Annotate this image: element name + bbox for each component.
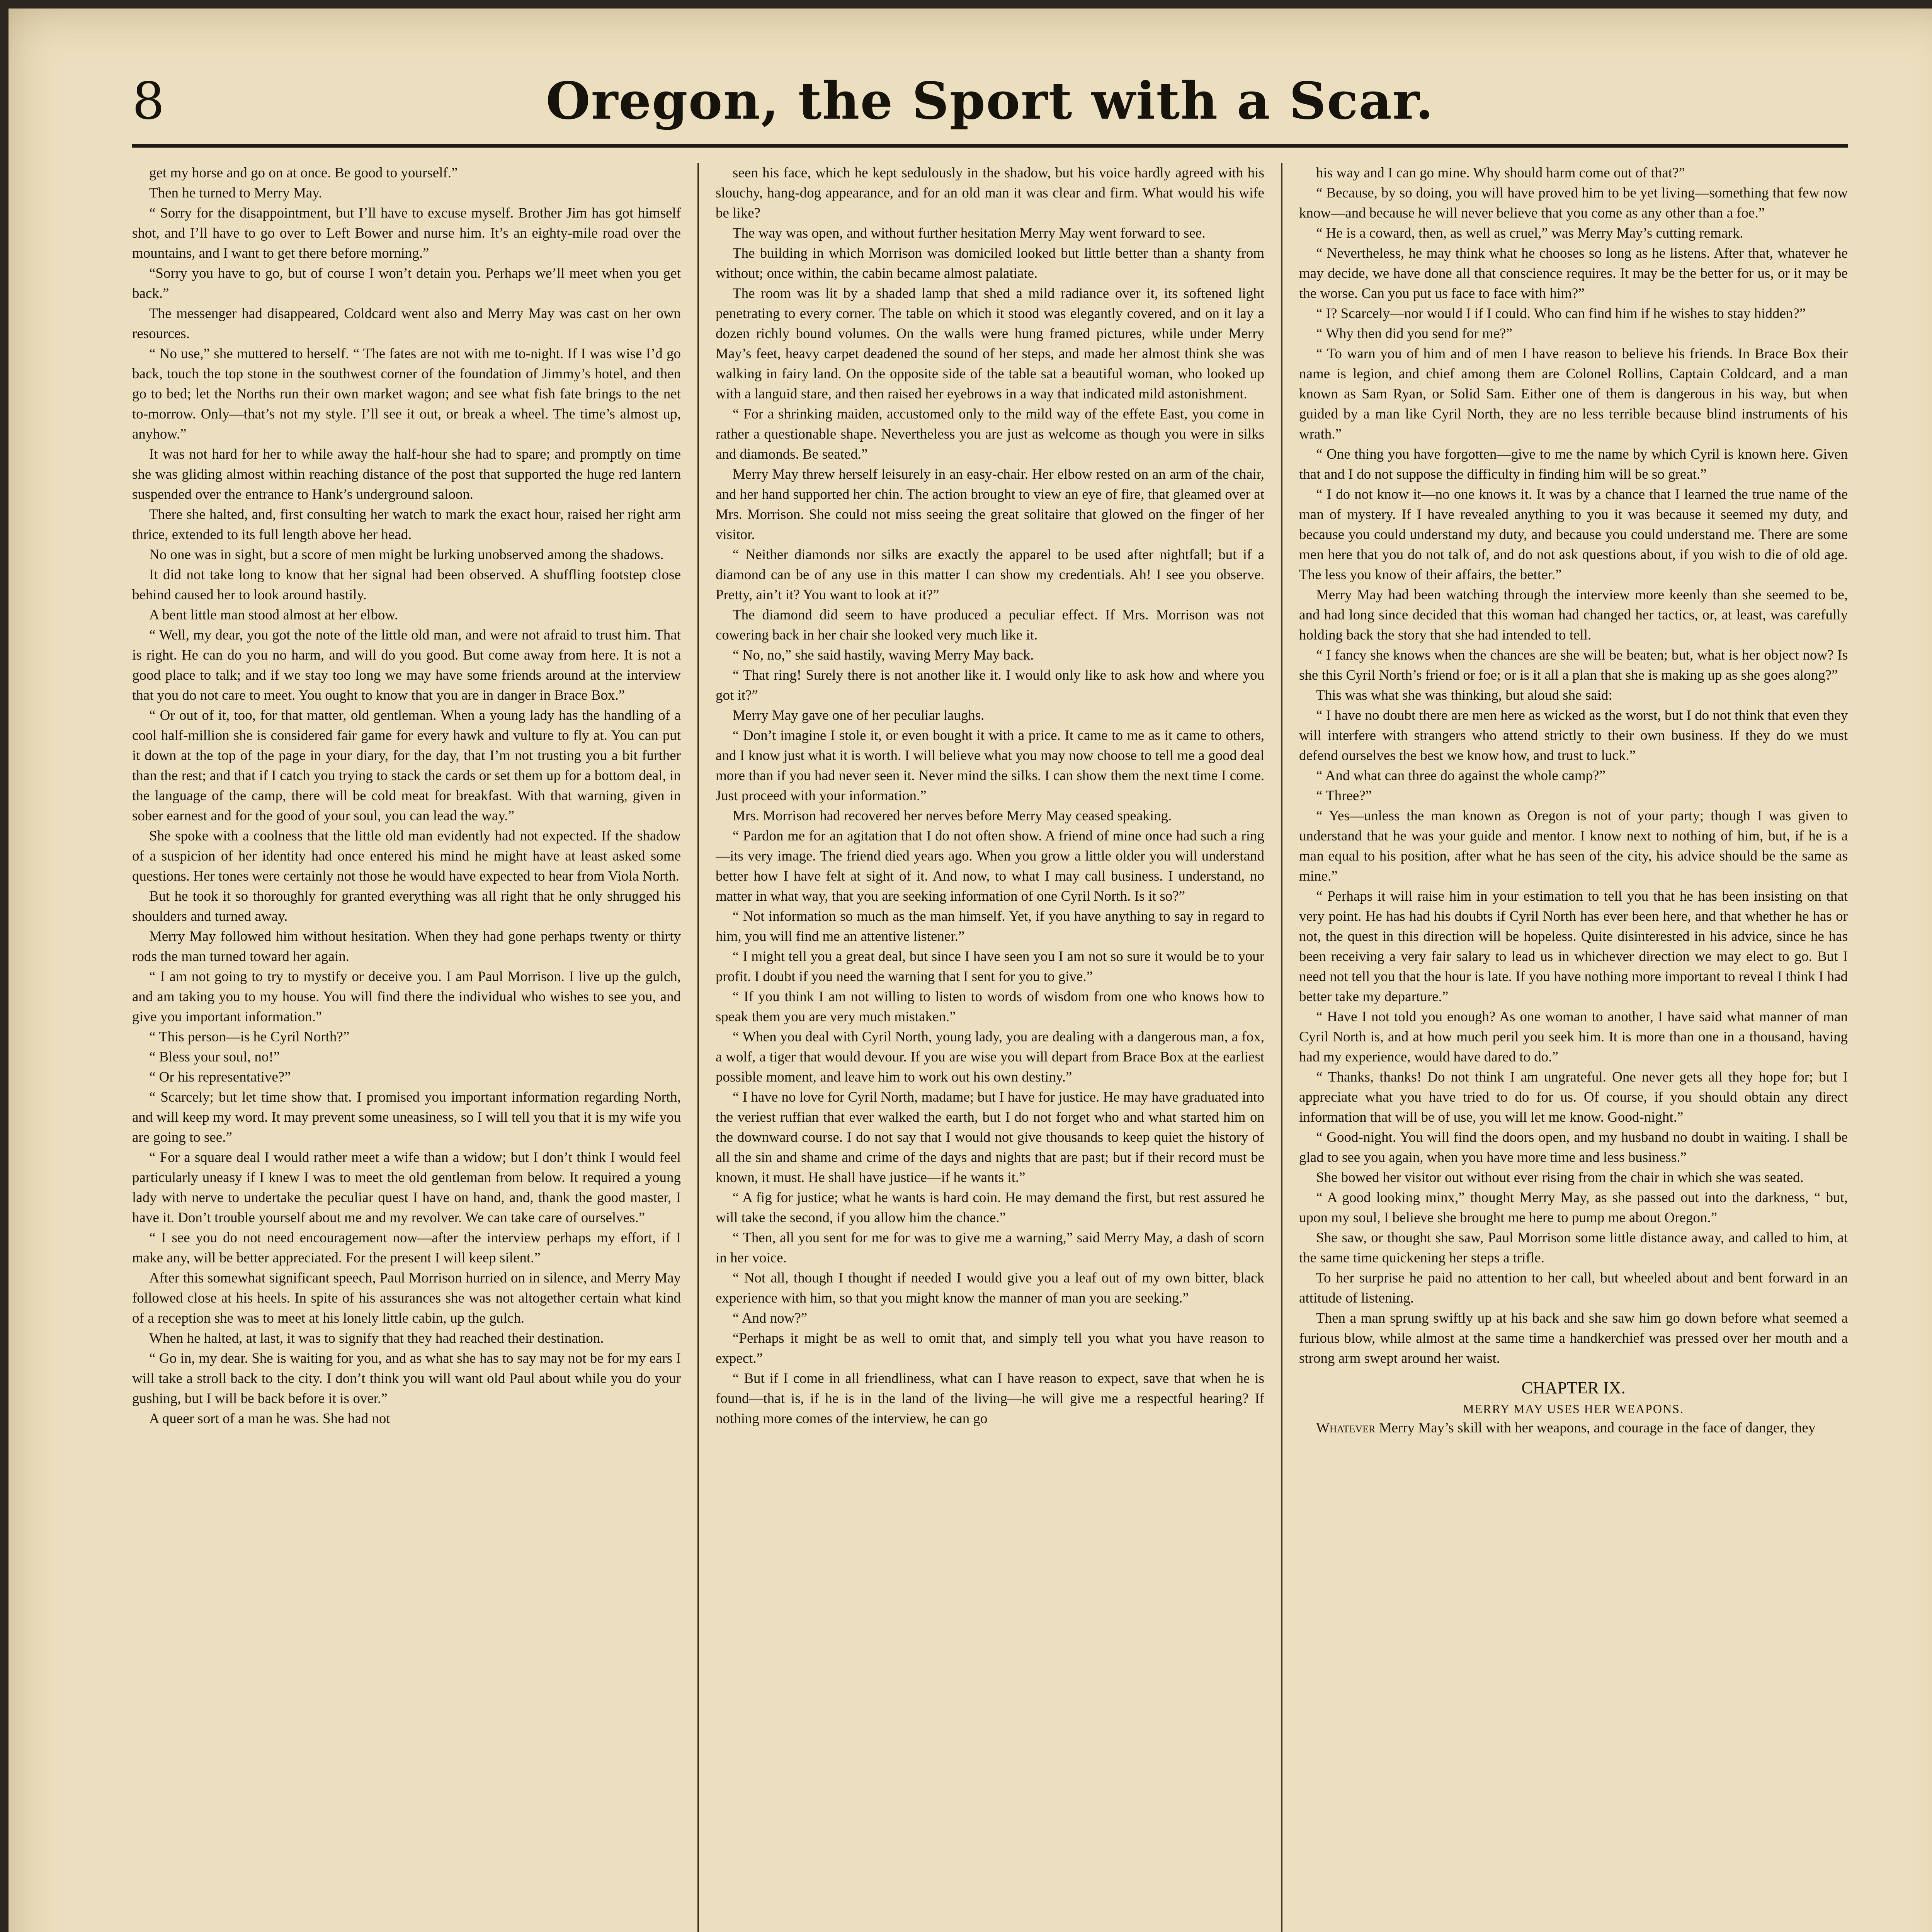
- page-number: 8: [132, 71, 165, 131]
- chapter-heading: CHAPTER IX.: [1521, 1378, 1626, 1397]
- paragraph: There she halted, and, first consulting her watch to mark the exact hour, raised her right arm thrice, extended to its full length above her head.: [132, 507, 681, 543]
- paragraph: seen his face, which he kept sedulously in the shadow, but his voice hardly agreed with his slouchy, hang-dog appearance, and for an old man it was clear and firm. What would his wife be like?: [716, 165, 1264, 221]
- page-header: [132, 66, 1848, 148]
- paragraph: It did not take long to know that her signal had been observed. A shuffling footstep close behind caused her to look around hastily.: [132, 567, 681, 603]
- paragraph: A bent little man stood almost at her elbow.: [149, 607, 398, 623]
- paragraph: “ Well, my dear, you got the note of the little old man, and were not afraid to trust him. That is right. He can do you no harm, and will do you good. But come away from here. It is not a good place to talk; and if we stay too long we may have some friends around at the interview that you do not care to meet. You ought to know that you are in danger in Brace Box.”: [132, 627, 681, 703]
- paragraph: Then a man sprung swiftly up at his back and she saw him go down before what seemed a furious blow, while almost at the same time a handkerchief was pressed over her mouth and a strong arm swept around her waist.: [1299, 1310, 1848, 1366]
- paragraph: “ When you deal with Cyril North, young lady, you are dealing with a dangerous man, a fox, a wolf, a tiger that would devour. If you are wise you will depart from Brace Box at the earliest possible moment, and leave him to work out his own destiny.”: [716, 1029, 1264, 1085]
- text-columns: [132, 163, 1848, 1932]
- paragraph: “ And now?”: [733, 1310, 808, 1326]
- chapter-opening-paragraph: [1299, 1418, 1848, 1438]
- paragraph: “ This person—is he Cyril North?”: [149, 1029, 350, 1045]
- paragraph: “ I have no doubt there are men here as wicked as the worst, but I do not think that even they will interfere with strangers who attend strictly to their own business. If they do we must defend ourselves the best we know how, and trust to luck.”: [1299, 707, 1848, 764]
- paragraph: his way and I can go mine. Why should harm come out of that?”: [1316, 165, 1685, 181]
- paragraph: The building in which Morrison was domiciled looked but little better than a shanty from without; once within, the cabin became almost palatiate.: [716, 245, 1264, 281]
- paragraph: Merry May threw herself leisurely in an easy-chair. Her elbow rested on an arm of the chair, and her hand supported her chin. The action brought to view an eye of fire, that gleamed over at Mrs. Morrison. She could not miss seeing the great solitaire that glowed on the finger of her visitor.: [716, 466, 1264, 543]
- paragraph: “ Don’t imagine I stole it, or even bought it with a price. It came to me as it came to others, and I know just what it is worth. I will believe what you may now choose to tell me a good deal more than if you had never seen it. Never mind the silks. I can show them the next time I come. Just proceed with your information.”: [716, 728, 1264, 804]
- paragraph: This was what she was thinking, but aloud she said:: [1316, 687, 1612, 703]
- paragraph: Then he turned to Merry May.: [149, 185, 322, 201]
- paragraph: “ Bless your soul, no!”: [149, 1049, 280, 1065]
- paragraph: The way was open, and without further hesitation Merry May went forward to see.: [733, 225, 1206, 241]
- paragraph: “ I fancy she knows when the chances are she will be beaten; but, what is her object now? Is she this Cyril North’s friend or foe; or is it all a plan that she is making up as she goes along?”: [1299, 647, 1848, 683]
- paragraph: The diamond did seem to have produced a peculiar effect. If Mrs. Morrison was not cowering back in her chair she looked very much like it.: [716, 607, 1264, 643]
- paragraph: It was not hard for her to while away the half-hour she had to spare; and promptly on time she was gliding almost within reaching distance of the post that supported the huge red lantern suspended over the entrance to Hank’s underground saloon.: [132, 446, 681, 502]
- paragraph: “ Because, by so doing, you will have proved him to be yet living—something that few now know—and because he will never believe that you come as any other than a foe.”: [1299, 185, 1848, 221]
- paragraph: “ And what can three do against the whole camp?”: [1316, 768, 1605, 784]
- paragraph: “ But if I come in all friendliness, what can I have reason to expect, save that when he is found—that is, if he is in the land of the living—he will give me a respectful hearing? If nothing more comes of the interview, he can go: [716, 1371, 1264, 1427]
- paragraph: But he took it so thoroughly for granted everything was all right that he only shrugged his shoulders and turned away.: [132, 888, 681, 924]
- paragraph: “ Have I not told you enough? As one woman to another, I have said what manner of man Cyril North is, and at how much peril you seek him. It is more than one in a thousand, having had my experience, would have dared to do.”: [1299, 1009, 1848, 1065]
- paragraph: Merry May had been watching through the interview more keenly than she seemed to be, and had long since decided that this woman had changed her tactics, or, at least, was carefully holding back the story that she had intended to tell.: [1299, 587, 1848, 643]
- paragraph: “Sorry you have to go, but of course I won’t detain you. Perhaps we’ll meet when you get back.”: [132, 265, 681, 301]
- paragraph: Merry May gave one of her peculiar laughs.: [733, 707, 985, 723]
- paragraph: Mrs. Morrison had recovered her nerves before Merry May ceased speaking.: [733, 808, 1172, 824]
- paragraph: “ If you think I am not willing to listen to words of wisdom from one who knows how to speak them you are very much mistaken.”: [716, 989, 1264, 1025]
- paragraph: “ Go in, my dear. She is waiting for you, and as what she has to say may not be for my ears I will take a stroll back to the city. I don’t think you will want old Paul about while you do your gushing, but I will be back before it is over.”: [132, 1350, 681, 1406]
- paragraph: “ Scarcely; but let time show that. I promised you important information regarding North, and will keep my word. It may prevent some uneasiness, so I will tell you that it is my wife you are going to see.”: [132, 1089, 681, 1145]
- paragraph: “ I am not going to try to mystify or deceive you. I am Paul Morrison. I live up the gulch, and am taking you to my house. You will find there the individual who wishes to see you, and give you important information.”: [132, 969, 681, 1025]
- paragraph: The room was lit by a shaded lamp that shed a mild radiance over it, its softened light penetrating to every corner. The table on which it stood was elegantly covered, and on it lay a dozen richly bound volumes. On the walls were hung framed pictures, while under Merry May’s feet, heavy carpet deadened the sound of her steps, and made her almost think she was walking in fairy land. On the opposite side of the table sat a beautiful woman, who looked up with a languid stare, and then raised her eyebrows in a way that indicated mild astonishment.: [716, 286, 1264, 402]
- paragraph: “ For a shrinking maiden, accustomed only to the mild way of the effete East, you come in rather a questionable shape. Nevertheless you are just as welcome as though you were in silks and diamonds. Be seated.”: [716, 406, 1264, 462]
- paragraph-text: Merry May’s skill with her weapons, and courage in the face of danger, they: [1375, 1420, 1816, 1436]
- paragraph: “ Not information so much as the man himself. Yet, if you have anything to say in regard to him, you will find me an attentive listener.”: [716, 908, 1264, 944]
- paragraph: get my horse and go on at once. Be good to yourself.”: [149, 165, 458, 181]
- paragraph: “ I have no love for Cyril North, madame; but I have for justice. He may have graduated into the veriest ruffian that ever walked the earth, but I do not forget who and what started him on the downward course. I do not say that I would not give thousands to keep quiet the history of all the sin and shame and crime of the days and nights that are past; but if their record must be known, it must. He shall have justice—if he wants it.”: [716, 1089, 1264, 1185]
- paragraph: “ That ring! Surely there is not another like it. I would only like to ask how and where you got it?”: [716, 667, 1264, 703]
- lead-word: Whatever: [1316, 1420, 1376, 1436]
- column-1: [132, 163, 681, 1932]
- paragraph: “Perhaps it might be as well to omit that, and simply tell you what you have reason to expect.”: [716, 1330, 1264, 1366]
- paragraph: “ Yes—unless the man known as Oregon is not of your party; though I was given to understand that he was your guide and mentor. I know next to nothing of him, but, if he is a man equal to his position, after what he has seen of the city, his advice should be the same as mine.”: [1299, 808, 1848, 884]
- paragraph: “ Pardon me for an agitation that I do not often show. A friend of mine once had such a ring—its very image. The friend died years ago. When you grow a little older you will understand better how I have felt at sight of it. And now, to what I may call business. I understand, no matter in what way, that you are seeking information of one Cyril North. Is it so?”: [716, 828, 1264, 904]
- magazine-page: [9, 9, 1932, 1932]
- paragraph: “ No, no,” she said hastily, waving Merry May back.: [733, 647, 1034, 663]
- paragraph: “ No use,” she muttered to herself. “ The fates are not with me to-night. If I was wise I’d go back, touch the top stone in the southwest corner of the foundation of Jimmy’s hotel, and then go to bed; let the Norths run their own market wagon; and see what fish fate brings to the net to-morrow. Only—that’s not my style. I’ll see it out, or break a wheel. The time’s almost up, anyhow.”: [132, 346, 681, 442]
- chapter-subtitle: MERRY MAY USES HER WEAPONS.: [1463, 1402, 1684, 1416]
- paragraph: “ To warn you of him and of men I have reason to believe his friends. In Brace Box their name is legion, and chief among them are Colonel Rollins, Captain Coldcard, and a man known as Sam Ryan, or Solid Sam. Either one of them is dangerous in his way, but when guided by a man like Cyril North, they are no less terrible because blind instruments of his wrath.”: [1299, 346, 1848, 442]
- paragraph: “ Or out of it, too, for that matter, old gentleman. When a young lady has the handling of a cool half-million she is considered fair game for every hawk and vulture to fly at. You can put it down at the top of the page in your diary, for the day, that I’m not trusting you a bit further than the rest; and that if I catch you trying to stack the cards or set them up for a bottom deal, in the language of the camp, there will be cold meat for breakfast. With that warning, given in sober earnest and for the good of your soul, you can lead the way.”: [132, 707, 681, 824]
- paragraph: “ Thanks, thanks! Do not think I am ungrateful. One never gets all they hope for; but I appreciate what you have tried to do for us. Of course, if you should obtain any direct information that will be of use, you will let me know. Good-night.”: [1299, 1069, 1848, 1125]
- paragraph: “ I see you do not need encouragement now—after the interview perhaps my effort, if I make any, will be better appreciated. For the present I will keep silent.”: [132, 1230, 681, 1266]
- paragraph: “ A fig for justice; what he wants is hard coin. He may demand the first, but rest assured he will take the second, if you allow him the chance.”: [716, 1190, 1264, 1226]
- paragraph: A queer sort of a man he was. She had not: [149, 1411, 390, 1427]
- paragraph: “ Then, all you sent for me for was to give me a warning,” said Merry May, a dash of scorn in her voice.: [716, 1230, 1264, 1266]
- column-divider: [1281, 163, 1282, 1932]
- column-3: [1299, 163, 1848, 1932]
- paragraph: “ Three?”: [1316, 788, 1372, 804]
- paragraph: “ Sorry for the disappointment, but I’ll have to excuse myself. Brother Jim has got himself shot, and I’ll have to go over to Left Bower and nurse him. It’s an eighty-mile road over the mountains, and I want to get there before morning.”: [132, 205, 681, 261]
- paragraph: No one was in sight, but a score of men might be lurking unobserved among the shadows.: [149, 547, 664, 563]
- paragraph: “ Why then did you send for me?”: [1316, 326, 1512, 342]
- paragraph: The messenger had disappeared, Coldcard went also and Merry May was cast on her own resources.: [132, 306, 681, 342]
- paragraph: “ Good-night. You will find the doors open, and my husband no doubt in waiting. I shall be glad to see you again, when you have more time and less business.”: [1299, 1129, 1848, 1165]
- paragraph: “ He is a coward, then, as well as cruel,” was Merry May’s cutting remark.: [1316, 225, 1743, 241]
- paragraph: After this somewhat significant speech, Paul Morrison hurried on in silence, and Merry May followed close at his heels. In spite of his assurances she was not altogether certain what kind of a reception she was to meet at his lonely little cabin, up the gulch.: [132, 1270, 681, 1326]
- paragraph: “ For a square deal I would rather meet a wife than a widow; but I don’t think I would feel particularly uneasy if I knew I was to meet the old gentleman from below. It required a young lady with nerve to undertake the peculiar quest I have on hand, and, thank the good master, I have it. Don’t trouble yourself about me and my revolver. We can take care of ourselves.”: [132, 1150, 681, 1226]
- paragraph: “ Neither diamonds nor silks are exactly the apparel to be used after nightfall; but if a diamond can be of any use in this matter I can show my credentials. Ah! I see you observe. Pretty, ain’t it? You want to look at it?”: [716, 547, 1264, 603]
- paragraph: To her surprise he paid no attention to her call, but wheeled about and bent forward in an attitude of listening.: [1299, 1270, 1848, 1306]
- paragraph: She saw, or thought she saw, Paul Morrison some little distance away, and called to him, at the same time quickening her steps a trifle.: [1299, 1230, 1848, 1266]
- paragraph: She spoke with a coolness that the little old man evidently had not expected. If the shadow of a suspicion of her identity had once entered his mind he might have at least asked some questions. Her tones were certainly not those he would have expected to hear from Viola North.: [132, 828, 681, 884]
- paragraph: “ Perhaps it will raise him in your estimation to tell you that he has been insisting on that very point. He has had his doubts if Cyril North has ever been here, and that whether he has or not, the quest in this direction will be hopeless. Quite disinterested in his advice, since he has been receiving a very fair salary to lead us in whichever direction we may elect to go. But I need not tell you that the hour is late. If you have nothing more important to reveal I think I had better take my departure.”: [1299, 888, 1848, 1005]
- paragraph: “ One thing you have forgotten—give to me the name by which Cyril is known here. Given that and I do not suppose the difficulty in finding him will be so great.”: [1299, 446, 1848, 482]
- paragraph: “ Not all, though I thought if needed I would give you a leaf out of my own bitter, black experience with him, so that you might know the manner of man you are seeking.”: [716, 1270, 1264, 1306]
- paragraph: Merry May followed him without hesitation. When they had gone perhaps twenty or thirty rods the man turned toward her again.: [132, 929, 681, 964]
- paragraph: “ Nevertheless, he may think what he chooses so long as he listens. After that, whatever he may decide, we have done all that conscience requires. It may be the better for us, or it may be the worse. Can you put us face to face with him?”: [1299, 245, 1848, 301]
- paragraph: “ A good looking minx,” thought Merry May, as she passed out into the darkness, “ but, upon my soul, I believe she brought me here to pump me about Oregon.”: [1299, 1190, 1848, 1226]
- paragraph: “ I? Scarcely—nor would I if I could. Who can find him if he wishes to stay hidden?”: [1316, 306, 1806, 321]
- column-2: [716, 163, 1264, 1932]
- paragraph: She bowed her visitor out without ever rising from the chair in which she was seated.: [1316, 1170, 1804, 1185]
- column-divider: [697, 163, 699, 1932]
- page-title: Oregon, the Sport with a Scar.: [546, 71, 1434, 131]
- paragraph: “ I might tell you a great deal, but since I have seen you I am not so sure it would be to your profit. I doubt if you need the warning that I sent for you to give.”: [716, 949, 1264, 985]
- paragraph: When he halted, at last, it was to signify that they had reached their destination.: [149, 1330, 604, 1346]
- paragraph: “ Or his representative?”: [149, 1069, 291, 1085]
- paragraph: “ I do not know it—no one knows it. It was by a chance that I learned the true name of the man of mystery. If I have revealed anything to you it was because it seemed my duty, and because you could understand my duty, and because you could understand me. There are some men here that you do not talk of, and do not ask questions about, if you wish to die of old age. The less you know of their affairs, the better.”: [1299, 486, 1848, 583]
